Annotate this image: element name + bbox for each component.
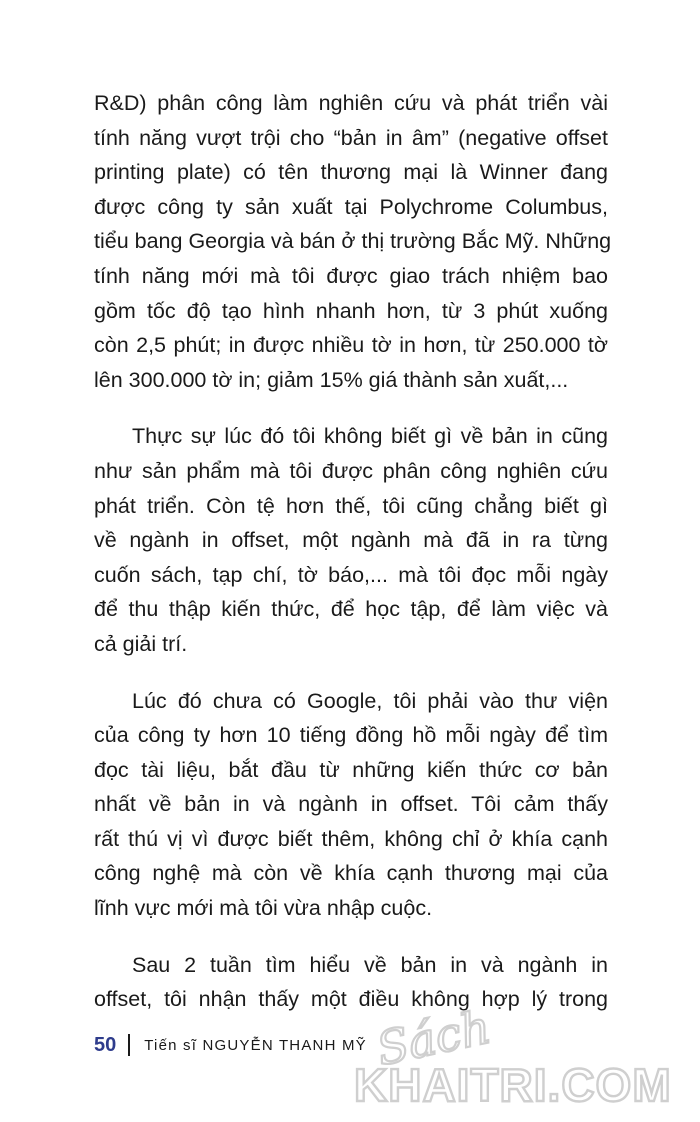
watermark-script-text: Sách xyxy=(372,1005,496,1077)
text-line: Lúc đó chưa có Google, tôi phải vào thư viện xyxy=(132,688,608,713)
text-line: tính năng vượt trội cho “bản in âm” (negative offset xyxy=(94,125,608,150)
watermark-brand-text: KHAITRI.COM xyxy=(354,1059,672,1110)
page-footer xyxy=(94,1030,367,1060)
text-line: tiểu bang Georgia và bán ở thị trường Bắc Mỹ. Những xyxy=(94,229,612,254)
text-line: đọc tài liệu, bắt đầu từ những kiến thức cơ bản xyxy=(94,757,608,782)
text-line: để thu thập kiến thức, để học tập, để làm việc và xyxy=(94,597,608,622)
running-head-author: Tiến sĩ NGUYỄN THANH MỸ xyxy=(144,1036,367,1054)
text-line: printing plate) có tên thương mại là Winner đang xyxy=(94,160,608,185)
watermark-logo-graphic xyxy=(348,1005,678,1110)
text-line: còn 2,5 phút; in được nhiều tờ in hơn, từ 250.000 tờ xyxy=(94,333,608,358)
text-line: gồm tốc độ tạo hình nhanh hơn, từ 3 phút xuống xyxy=(94,298,608,323)
body-paragraph xyxy=(94,684,608,926)
text-line: của công ty hơn 10 tiếng đồng hồ mỗi ngày để tìm xyxy=(94,723,608,748)
text-line: nhất về bản in và ngành in offset. Tôi cảm thấy xyxy=(94,792,608,817)
text-line: Sau 2 tuần tìm hiểu về bản in và ngành in xyxy=(132,952,608,977)
text-line: cuốn sách, tạp chí, tờ báo,... mà tôi đọc mỗi ngày xyxy=(94,562,608,587)
text-line: như sản phẩm mà tôi được phân công nghiên cứu xyxy=(94,458,608,483)
text-line: lĩnh vực mới mà tôi vừa nhập cuộc. xyxy=(94,896,433,921)
text-line: phát triển. Còn tệ hơn thế, tôi cũng chẳng biết gì xyxy=(94,493,608,518)
page-body xyxy=(94,86,612,1039)
text-line: lên 300.000 tờ in; giảm 15% giá thành sản xuất,... xyxy=(94,367,569,392)
watermark-logo xyxy=(348,1005,678,1110)
text-line: rất thú vị vì được biết thêm, không chỉ ở khía cạnh xyxy=(94,826,608,851)
text-line: Thực sự lúc đó tôi không biết gì về bản in cũng xyxy=(132,424,608,449)
text-line: cả giải trí. xyxy=(94,631,188,656)
text-line: R&D) phân công làm nghiên cứu và phát triển vài xyxy=(94,91,608,115)
text-line: offset, tôi nhận thấy một điều không hợp lý trong xyxy=(94,987,608,1012)
body-paragraph xyxy=(94,86,612,397)
text-line: công nghệ mà còn về khía cạnh thương mại của xyxy=(94,861,608,886)
text-line: tính năng mới mà tôi được giao trách nhiệm bao xyxy=(94,263,608,288)
footer-separator xyxy=(128,1034,130,1056)
body-paragraph xyxy=(94,419,608,661)
text-line: được công ty sản xuất tại Polychrome Columbus, xyxy=(94,194,608,219)
page-number: 50 xyxy=(94,1033,117,1056)
text-line: về ngành in offset, một ngành mà đã in ra từng xyxy=(94,528,608,553)
